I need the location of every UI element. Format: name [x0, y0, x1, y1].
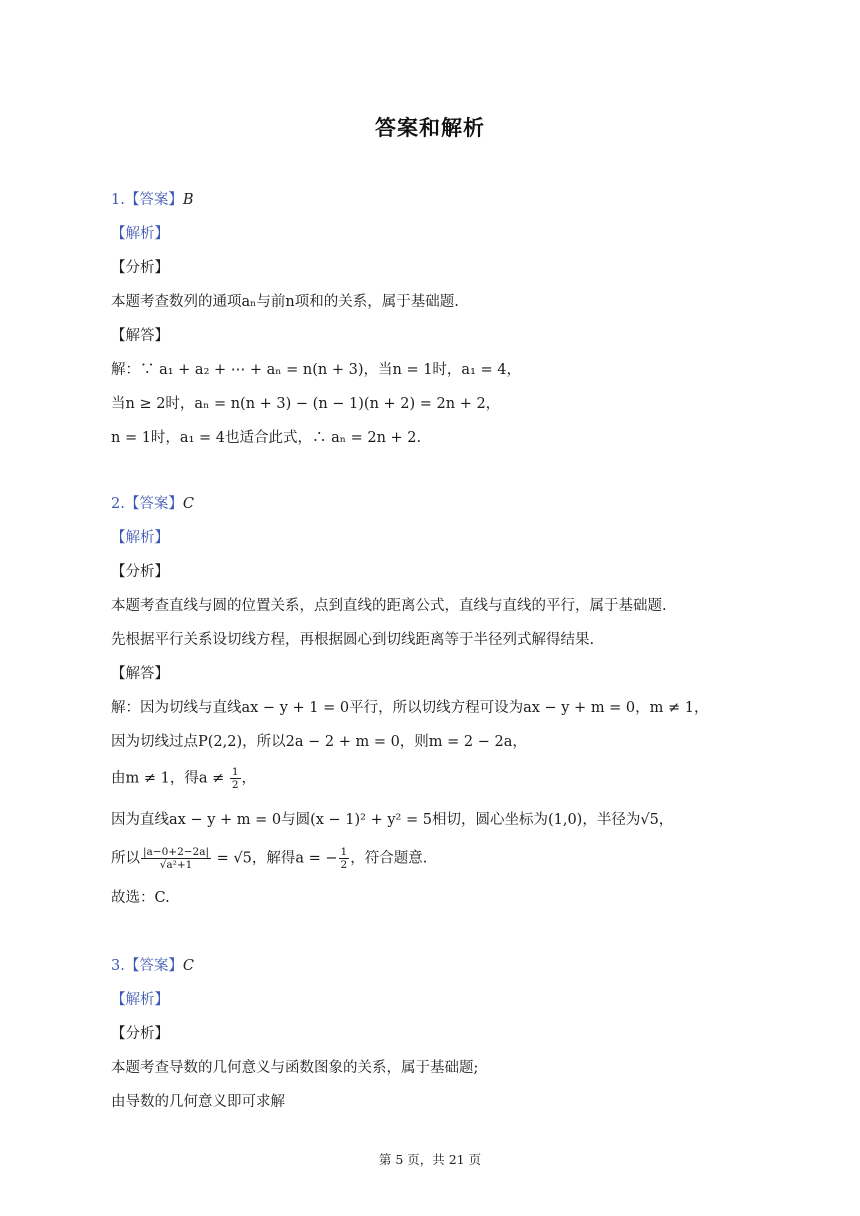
fraction-denominator: √a²+1 — [159, 859, 193, 871]
q3-answer: C — [182, 958, 194, 974]
page-title: 答案和解析 — [375, 116, 485, 140]
q2-number: 2. — [111, 496, 125, 512]
q3-answer-line — [111, 956, 194, 976]
q1-fenxi-tag: 【分析】 — [111, 260, 169, 276]
q3-number: 3. — [111, 958, 125, 974]
q3-fenxi-tag: 【分析】 — [111, 1026, 169, 1042]
q2-l5-text: 所以 — [111, 850, 140, 867]
q2-l3-fraction — [230, 766, 241, 791]
fraction-numerator: |a−0+2−2a| — [143, 846, 210, 858]
q2-l5-mid: = √5，解得a = − — [212, 850, 338, 867]
q2-analysis-2: 先根据平行关系设切线方程，再根据圆心到切线距离等于半径列式解得结果. — [111, 632, 595, 648]
q2-answer: C — [182, 496, 194, 512]
q2-solution-line-5 — [111, 846, 427, 871]
q1-analysis: 本题考查数列的通项aₙ与前n项和的关系，属于基础题. — [111, 294, 459, 310]
q2-answer-tag: 【答案】 — [124, 496, 183, 512]
fraction-denominator: 2 — [231, 779, 239, 791]
q2-l5-tail: ，符合题意. — [350, 850, 428, 867]
q1-solution-line-1: 解：∵ a₁ + a₂ + ⋯ + aₙ = n(n + 3)，当n = 1时，a₁ = 4， — [111, 362, 521, 378]
q2-l3-tail: ， — [241, 770, 257, 787]
q1-answer: B — [182, 192, 194, 208]
fraction-numerator: 1 — [340, 846, 348, 858]
q1-jiexi-tag: 【解析】 — [111, 226, 169, 242]
q3-answer-tag: 【答案】 — [124, 958, 183, 974]
q3-analysis-1: 本题考查导数的几何意义与函数图象的关系，属于基础题; — [111, 1060, 479, 1076]
q2-l5-fraction — [141, 846, 211, 871]
fraction-numerator: 1 — [231, 766, 239, 778]
q3-jiexi-tag: 【解析】 — [111, 992, 169, 1008]
q2-jieda-tag: 【解答】 — [111, 666, 169, 682]
q1-solution-line-2: 当n ≥ 2时，aₙ = n(n + 3) − (n − 1)(n + 2) = 2n + 2， — [111, 396, 501, 412]
q1-jieda-tag: 【解答】 — [111, 328, 169, 344]
q2-l3-text: 由m ≠ 1，得a ≠ — [111, 770, 229, 787]
q2-solution-line-2: 因为切线过点P(2,2)，所以2a − 2 + m = 0，则m = 2 − 2a， — [111, 734, 527, 750]
q1-solution-line-3: n = 1时，a₁ = 4也适合此式，∴ aₙ = 2n + 2. — [111, 430, 422, 446]
q2-analysis-1: 本题考查直线与圆的位置关系，点到直线的距离公式，直线与直线的平行，属于基础题. — [111, 598, 667, 614]
q2-solution-line-3 — [111, 766, 256, 791]
q3-analysis-2: 由导数的几何意义即可求解 — [111, 1094, 285, 1110]
q1-answer-line — [111, 190, 194, 210]
q2-fenxi-tag: 【分析】 — [111, 564, 169, 580]
q2-l5-fraction-2 — [339, 846, 350, 871]
q2-solution-line-1: 解：因为切线与直线ax − y + 1 = 0平行，所以切线方程可设为ax − y + m = 0，m ≠ 1， — [111, 700, 709, 716]
page-footer: 第 5 页，共 21 页 — [378, 1152, 482, 1167]
q1-number: 1. — [111, 192, 125, 208]
q2-jiexi-tag: 【解析】 — [111, 530, 169, 546]
q1-answer-tag: 【答案】 — [124, 192, 183, 208]
q2-answer-line — [111, 494, 194, 514]
q2-solution-line-6: 故选：C. — [111, 890, 170, 906]
fraction-denominator: 2 — [340, 859, 348, 871]
q2-solution-line-4: 因为直线ax − y + m = 0与圆(x − 1)² + y² = 5相切，圆心坐标为(1,0)，半径为√5， — [111, 812, 674, 828]
